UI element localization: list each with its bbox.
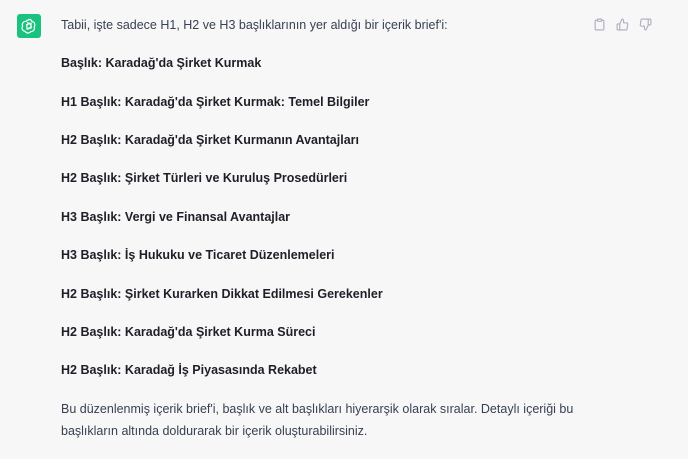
thumbs-up-button[interactable] [614,16,631,33]
message-actions [591,16,654,33]
copy-button[interactable] [591,16,608,33]
heading-item: H2 Başlık: Şirket Türleri ve Kuruluş Prosedürleri [61,171,348,185]
message-intro: Tabii, işte sadece H1, H2 ve H3 başlıklarının yer aldığı bir içerik brief'i: [61,18,448,32]
heading-item: H2 Başlık: Karadağ İş Piyasasında Rekabet [61,363,317,377]
thumbs-down-icon [639,18,652,31]
clipboard-icon [593,18,606,31]
heading-item: Başlık: Karadağ'da Şirket Kurmak [61,56,262,70]
heading-item: H2 Başlık: Şirket Kurarken Dikkat Edilmesi Gerekenler [61,287,383,301]
heading-item: H3 Başlık: Vergi ve Finansal Avantajlar [61,210,291,224]
thumbs-down-button[interactable] [637,16,654,33]
assistant-avatar [17,14,41,38]
assistant-message [61,14,591,438]
heading-item: H3 Başlık: İş Hukuku ve Ticaret Düzenlemeleri [61,248,335,262]
heading-item: H1 Başlık: Karadağ'da Şirket Kurmak: Temel Bilgiler [61,95,370,109]
message-outro: Bu düzenlenmiş içerik brief'i, başlık ve alt başlıkları hiyerarşik olarak sıralar. Detaylı içeriği bu başlıkların altında doldurarak bir içerik oluşturabilirsiniz. [61,402,574,438]
heading-item: H2 Başlık: Karadağ'da Şirket Kurma Süreci [61,325,316,339]
heading-item: H2 Başlık: Karadağ'da Şirket Kurmanın Avantajları [61,133,359,147]
thumbs-up-icon [616,18,629,31]
openai-logo-icon [20,17,38,35]
